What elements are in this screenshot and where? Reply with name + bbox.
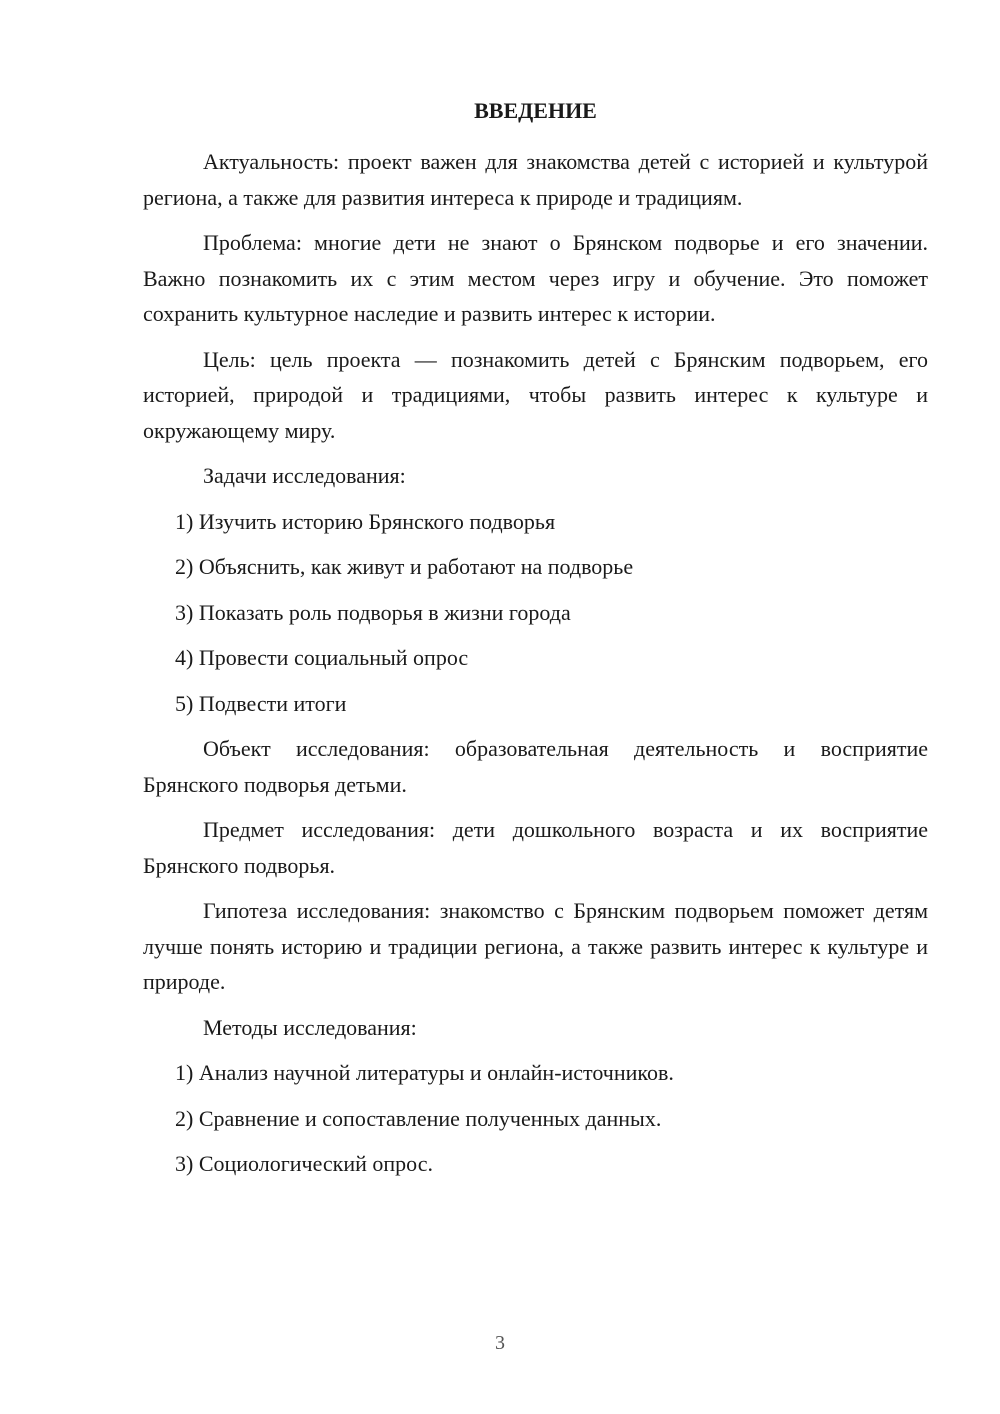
list-item: 3) Показать роль подворья в жизни города bbox=[175, 599, 571, 625]
list-item: 1) Анализ научной литературы и онлайн-источников. bbox=[175, 1060, 674, 1085]
tasks-list bbox=[143, 504, 928, 722]
methods-list bbox=[143, 1055, 928, 1182]
list-item: 2) Объяснить, как живут и работают на подворье bbox=[175, 554, 634, 579]
list-item: 3) Социологический опрос. bbox=[175, 1151, 433, 1176]
goal-paragraph: Цель: цель проекта — познакомить детей с Брянским подворьем, его историей, природой и традициями, чтобы развить интерес к культуре и окружающему миру. bbox=[143, 346, 928, 443]
page-number: 3 bbox=[495, 1332, 505, 1354]
methods-label: Методы исследования: bbox=[203, 1014, 417, 1040]
subject-paragraph: Предмет исследования: дети дошкольного возраста и их восприятие Брянского подворья. bbox=[143, 817, 928, 878]
tasks-label: Задачи исследования: bbox=[203, 463, 406, 488]
list-item: 2) Сравнение и сопоставление полученных данных. bbox=[175, 1105, 662, 1131]
document-page bbox=[143, 96, 928, 1192]
section-title: ВВЕДЕНИЕ bbox=[474, 98, 597, 123]
problem-paragraph: Проблема: многие дети не знают о Брянском подворье и его значении. Важно познакомить их с этим местом через игру и обучение. Это поможет сохранить культурное наследие и развить интерес к истории. bbox=[143, 230, 928, 326]
list-item: 5) Подвести итоги bbox=[175, 690, 347, 716]
list-item: 1) Изучить историю Брянского подворья bbox=[175, 508, 556, 534]
relevance-paragraph: Актуальность: проект важен для знакомства детей с историей и культурой региона, а также для развития интереса к природе и традициям. bbox=[143, 149, 928, 210]
hypothesis-paragraph: Гипотеза исследования: знакомство с Брянским подворьем поможет детям лучше понять историю и традиции региона, а также развить интерес к культуре и природе. bbox=[143, 898, 928, 994]
object-paragraph: Объект исследования: образовательная деятельность и восприятие Брянского подворья детьми. bbox=[143, 736, 928, 797]
list-item: 4) Провести социальный опрос bbox=[175, 645, 469, 670]
